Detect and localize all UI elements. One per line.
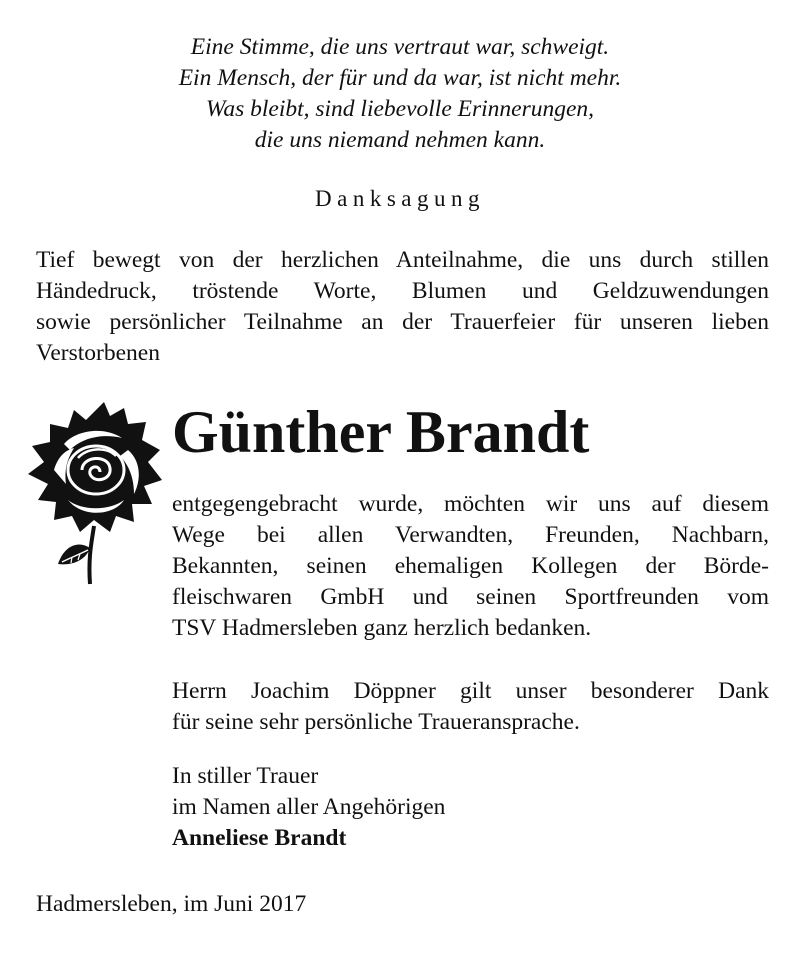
body-line: entgegengebracht wurde, möchten wir uns auf diesem <box>172 491 769 517</box>
closing-line: im Namen aller Angehörigen <box>172 794 446 820</box>
intro-paragraph <box>36 245 769 369</box>
closing-line: In stiller Trauer <box>172 763 319 789</box>
deceased-name: Günther Brandt <box>172 399 590 465</box>
body-line: TSV Hadmersleben ganz herzlich bedanken. <box>172 615 592 641</box>
signer-name: Anneliese Brandt <box>172 825 347 851</box>
rose-icon <box>24 400 164 585</box>
place-date: Hadmersleben, im Juni 2017 <box>36 891 307 917</box>
intro-line: sowie persönlicher Teilnahme an der Trauerfeier für unseren lieben <box>36 309 769 335</box>
body-line: Bekannten, seinen ehemaligen Kollegen der Börde- <box>172 553 769 579</box>
body-line: fleischwaren GmbH und seinen Sportfreunden vom <box>172 584 769 610</box>
thanks-line: für seine sehr persönliche Traueransprache. <box>172 709 580 735</box>
body-line: Wege bei allen Verwandten, Freunden, Nachbarn, <box>172 522 769 548</box>
poem-line: Eine Stimme, die uns vertraut war, schweigt. <box>190 34 610 60</box>
special-thanks-paragraph <box>172 676 769 738</box>
heading-danksagung: Danksagung <box>315 186 485 211</box>
poem-line: Ein Mensch, der für und da war, ist nicht mehr. <box>178 65 622 91</box>
body-paragraph <box>172 489 769 644</box>
poem-line: die uns niemand nehmen kann. <box>254 127 546 153</box>
intro-line: Händedruck, tröstende Worte, Blumen und Geldzuwendungen <box>36 278 769 304</box>
poem <box>0 32 800 156</box>
thanks-line: Herrn Joachim Döppner gilt unser besonderer Dank <box>172 678 769 704</box>
closing-block <box>172 761 445 854</box>
intro-line: Verstorbenen <box>36 340 160 366</box>
intro-line: Tief bewegt von der herzlichen Anteilnahme, die uns durch stillen <box>36 247 769 273</box>
poem-line: Was bleibt, sind liebevolle Erinnerungen, <box>205 96 595 122</box>
